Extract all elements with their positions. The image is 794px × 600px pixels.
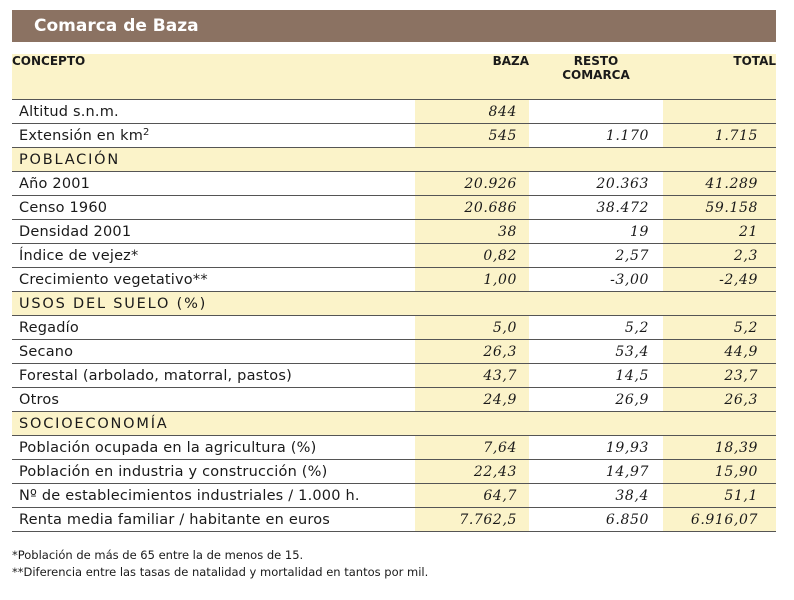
value-total: 41.289 [663, 172, 776, 196]
section-row [12, 292, 776, 316]
superscript: 2 [143, 126, 150, 138]
header-total: TOTAL [663, 54, 776, 100]
table-row [12, 340, 776, 364]
value-total: -2,49 [663, 268, 776, 292]
value-total: 21 [663, 220, 776, 244]
value-total: 26,3 [663, 388, 776, 412]
row-label: Renta media familiar / habitante en euros [12, 508, 415, 532]
value-total: 23,7 [663, 364, 776, 388]
value-baza: 43,7 [415, 364, 529, 388]
row-label: Censo 1960 [12, 196, 415, 220]
row-label: Altitud s.n.m. [12, 100, 415, 124]
value-total: 2,3 [663, 244, 776, 268]
table-row [12, 484, 776, 508]
row-label: Secano [12, 340, 415, 364]
row-label: Densidad 2001 [12, 220, 415, 244]
value-baza: 844 [415, 100, 529, 124]
table-row [12, 316, 776, 340]
header-concepto: CONCEPTO [12, 54, 415, 100]
section-row [12, 148, 776, 172]
footnote-crecimiento: **Diferencia entre las tasas de natalidad y mortalidad en tantos por mil. [12, 565, 429, 579]
table-title: Comarca de Baza [12, 10, 776, 42]
value-resto: 19,93 [529, 436, 663, 460]
value-resto [529, 100, 663, 124]
section-usos-del-suelo: USOS DEL SUELO (%) [12, 292, 776, 316]
value-baza: 20.926 [415, 172, 529, 196]
value-total: 59.158 [663, 196, 776, 220]
table-row [12, 220, 776, 244]
value-resto: 38,4 [529, 484, 663, 508]
value-resto: 26,9 [529, 388, 663, 412]
value-baza: 38 [415, 220, 529, 244]
row-label-text: Extensión en km [19, 127, 144, 144]
table-row [12, 244, 776, 268]
value-total: 15,90 [663, 460, 776, 484]
table-row [12, 436, 776, 460]
section-poblacion: POBLACIÓN [12, 148, 776, 172]
value-baza: 5,0 [415, 316, 529, 340]
section-socioeconomia: SOCIOECONOMÍA [12, 412, 776, 436]
value-resto: 6.850 [529, 508, 663, 532]
table-row [12, 172, 776, 196]
row-label: Índice de vejez* [12, 244, 415, 268]
table-row [12, 364, 776, 388]
value-resto: 2,57 [529, 244, 663, 268]
row-label: Población en industria y construcción (%) [12, 460, 415, 484]
value-total: 44,9 [663, 340, 776, 364]
table-row [12, 508, 776, 532]
row-label: Población ocupada en la agricultura (%) [12, 436, 415, 460]
row-label [12, 124, 415, 148]
header-baza: BAZA [415, 54, 529, 100]
value-resto: 14,97 [529, 460, 663, 484]
value-resto: 1.170 [529, 124, 663, 148]
header-row [12, 54, 776, 100]
value-resto: 20.363 [529, 172, 663, 196]
footnotes [12, 547, 776, 581]
header-resto-comarca [529, 54, 663, 100]
table-row [12, 268, 776, 292]
value-total: 51,1 [663, 484, 776, 508]
row-label: Otros [12, 388, 415, 412]
value-baza: 0,82 [415, 244, 529, 268]
table-row [12, 460, 776, 484]
table-row [12, 196, 776, 220]
table-row [12, 100, 776, 124]
row-label: Crecimiento vegetativo** [12, 268, 415, 292]
value-baza: 22,43 [415, 460, 529, 484]
value-baza: 64,7 [415, 484, 529, 508]
header-resto-line2: COMARCA [562, 68, 630, 82]
value-total [663, 100, 776, 124]
value-baza: 7.762,5 [415, 508, 529, 532]
value-baza: 545 [415, 124, 529, 148]
data-table [12, 54, 776, 532]
value-baza: 26,3 [415, 340, 529, 364]
row-label: Regadío [12, 316, 415, 340]
row-label: Nº de establecimientos industriales / 1.000 h. [12, 484, 415, 508]
section-row [12, 412, 776, 436]
value-resto: 53,4 [529, 340, 663, 364]
value-resto: 38.472 [529, 196, 663, 220]
value-baza: 1,00 [415, 268, 529, 292]
value-baza: 7,64 [415, 436, 529, 460]
value-resto: 19 [529, 220, 663, 244]
value-total: 6.916,07 [663, 508, 776, 532]
value-total: 5,2 [663, 316, 776, 340]
value-resto: 14,5 [529, 364, 663, 388]
header-resto-line1: RESTO [573, 54, 619, 68]
value-total: 18,39 [663, 436, 776, 460]
value-baza: 20.686 [415, 196, 529, 220]
value-resto: 5,2 [529, 316, 663, 340]
table-row [12, 388, 776, 412]
footnote-vejez: *Población de más de 65 entre la de menos de 15. [12, 548, 304, 562]
table-row [12, 124, 776, 148]
row-label: Forestal (arbolado, matorral, pastos) [12, 364, 415, 388]
row-label: Año 2001 [12, 172, 415, 196]
data-table-container [12, 54, 776, 532]
value-resto: -3,00 [529, 268, 663, 292]
value-total: 1.715 [663, 124, 776, 148]
value-baza: 24,9 [415, 388, 529, 412]
